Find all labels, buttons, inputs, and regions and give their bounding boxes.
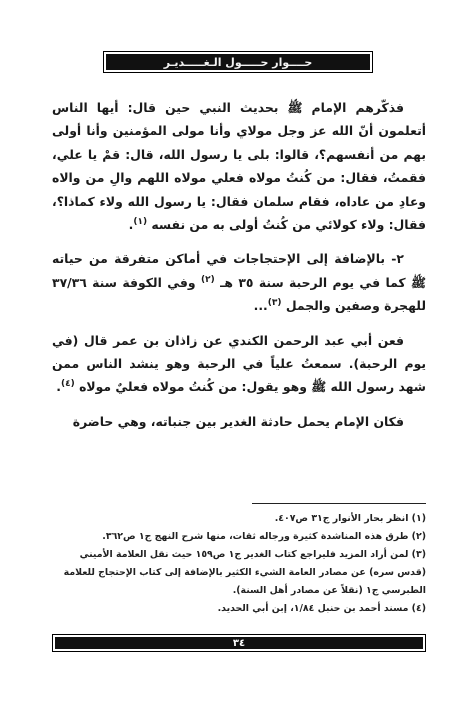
paragraph-1	[52, 96, 426, 236]
page-number-bar	[52, 634, 426, 652]
running-header	[103, 51, 373, 73]
paragraph-4-text: فكان الإمام يحمل حادثة الغدير بين جنباته، وهي حاضرة	[72, 413, 404, 429]
running-header-title: حــــوار حـــــول الـغـــــديـر	[163, 55, 313, 69]
paragraph-1-text: فذكّرهم الإمام ﷺ بحديث النبي حين قال: أيها الناس أتعلمون أنّ الله عز وجل مولاي وأنا مولى المؤمنين وأنا أولى بهم من أنفسهم؟، قالوا: بلى يا رسول الله، قال: قمْ يا علي، فقمتُ، فقال: من كُنتُ مولاه فعلي مولاه اللهم والِ من والاه وعادِ من عاداه، فقام سلمان فقال: يا رسول الله ولاء كماذا؟، فقال: ولاء كولائي من كُنتُ أولى به من نفسه	[52, 100, 426, 233]
paragraph-3-end: .	[56, 379, 61, 395]
paragraph-3-text: فعن أبي عبد الرحمن الكندي عن زاذان بن عمر قال (في يوم الرحبة). سمعتُ علياً في الرحبة وهو ينشد الناس ممن شهد رسول الله ﷺ وهو يقول: من كُنتُ مولاه فعليٌ مولاه	[52, 332, 426, 395]
page-number: ٣٤	[232, 637, 246, 649]
footnote-ref-2: (٢)	[200, 274, 215, 285]
paragraph-2	[52, 247, 426, 317]
footnote-4: (٤) مسند أحمد بن حنبل ١/٨٤، إبن أبي الحديد.	[217, 603, 426, 614]
paragraph-2-text-a: ٢- بالإضافة إلى الإحتجاجات في أماكن متفرقة من حياته ﷺ كما في يوم الرحبة سنة ٣٥ هـ	[52, 251, 426, 290]
paragraph-3	[52, 329, 426, 399]
footnote-ref-3: (٣)	[267, 298, 282, 309]
paragraph-2-end: ...	[253, 298, 268, 314]
page-number-band	[55, 637, 423, 649]
footnote-1: (١) انظر بحار الأنوار ج٣١ ص٤٠٧.	[274, 513, 426, 524]
footnote-ref-1: (١)	[133, 216, 148, 227]
footnote-3: (٣) لمن أراد المزيد فليراجع كتاب الغدير ج١ ص١٥٩ حيث نقل العلامة الأميني (قدس سره) عن مصادر العامة الشيء الكثير بالإضافة إلى كتاب الإحتجاج للعلامة الطبرسي ج١ (نقلاً عن مصادر أهل السنة).	[63, 549, 426, 596]
main-text	[52, 96, 426, 444]
paragraph-2-text-b: وفي الكوفة سنة ٣٧/٣٦ للهجرة وصفين والجمل	[52, 274, 426, 314]
footnote-divider	[252, 503, 426, 504]
running-header-band	[106, 54, 370, 70]
footnote-2: (٢) طرق هذه المناشدة كثيرة ورجاله ثقات، منها شرح النهج ج١ ص٣٦٢.	[102, 531, 426, 542]
paragraph-4	[52, 410, 426, 433]
footnotes	[52, 510, 426, 618]
footnote-ref-4: (٤)	[61, 379, 75, 390]
paragraph-1-end: .	[128, 217, 134, 233]
